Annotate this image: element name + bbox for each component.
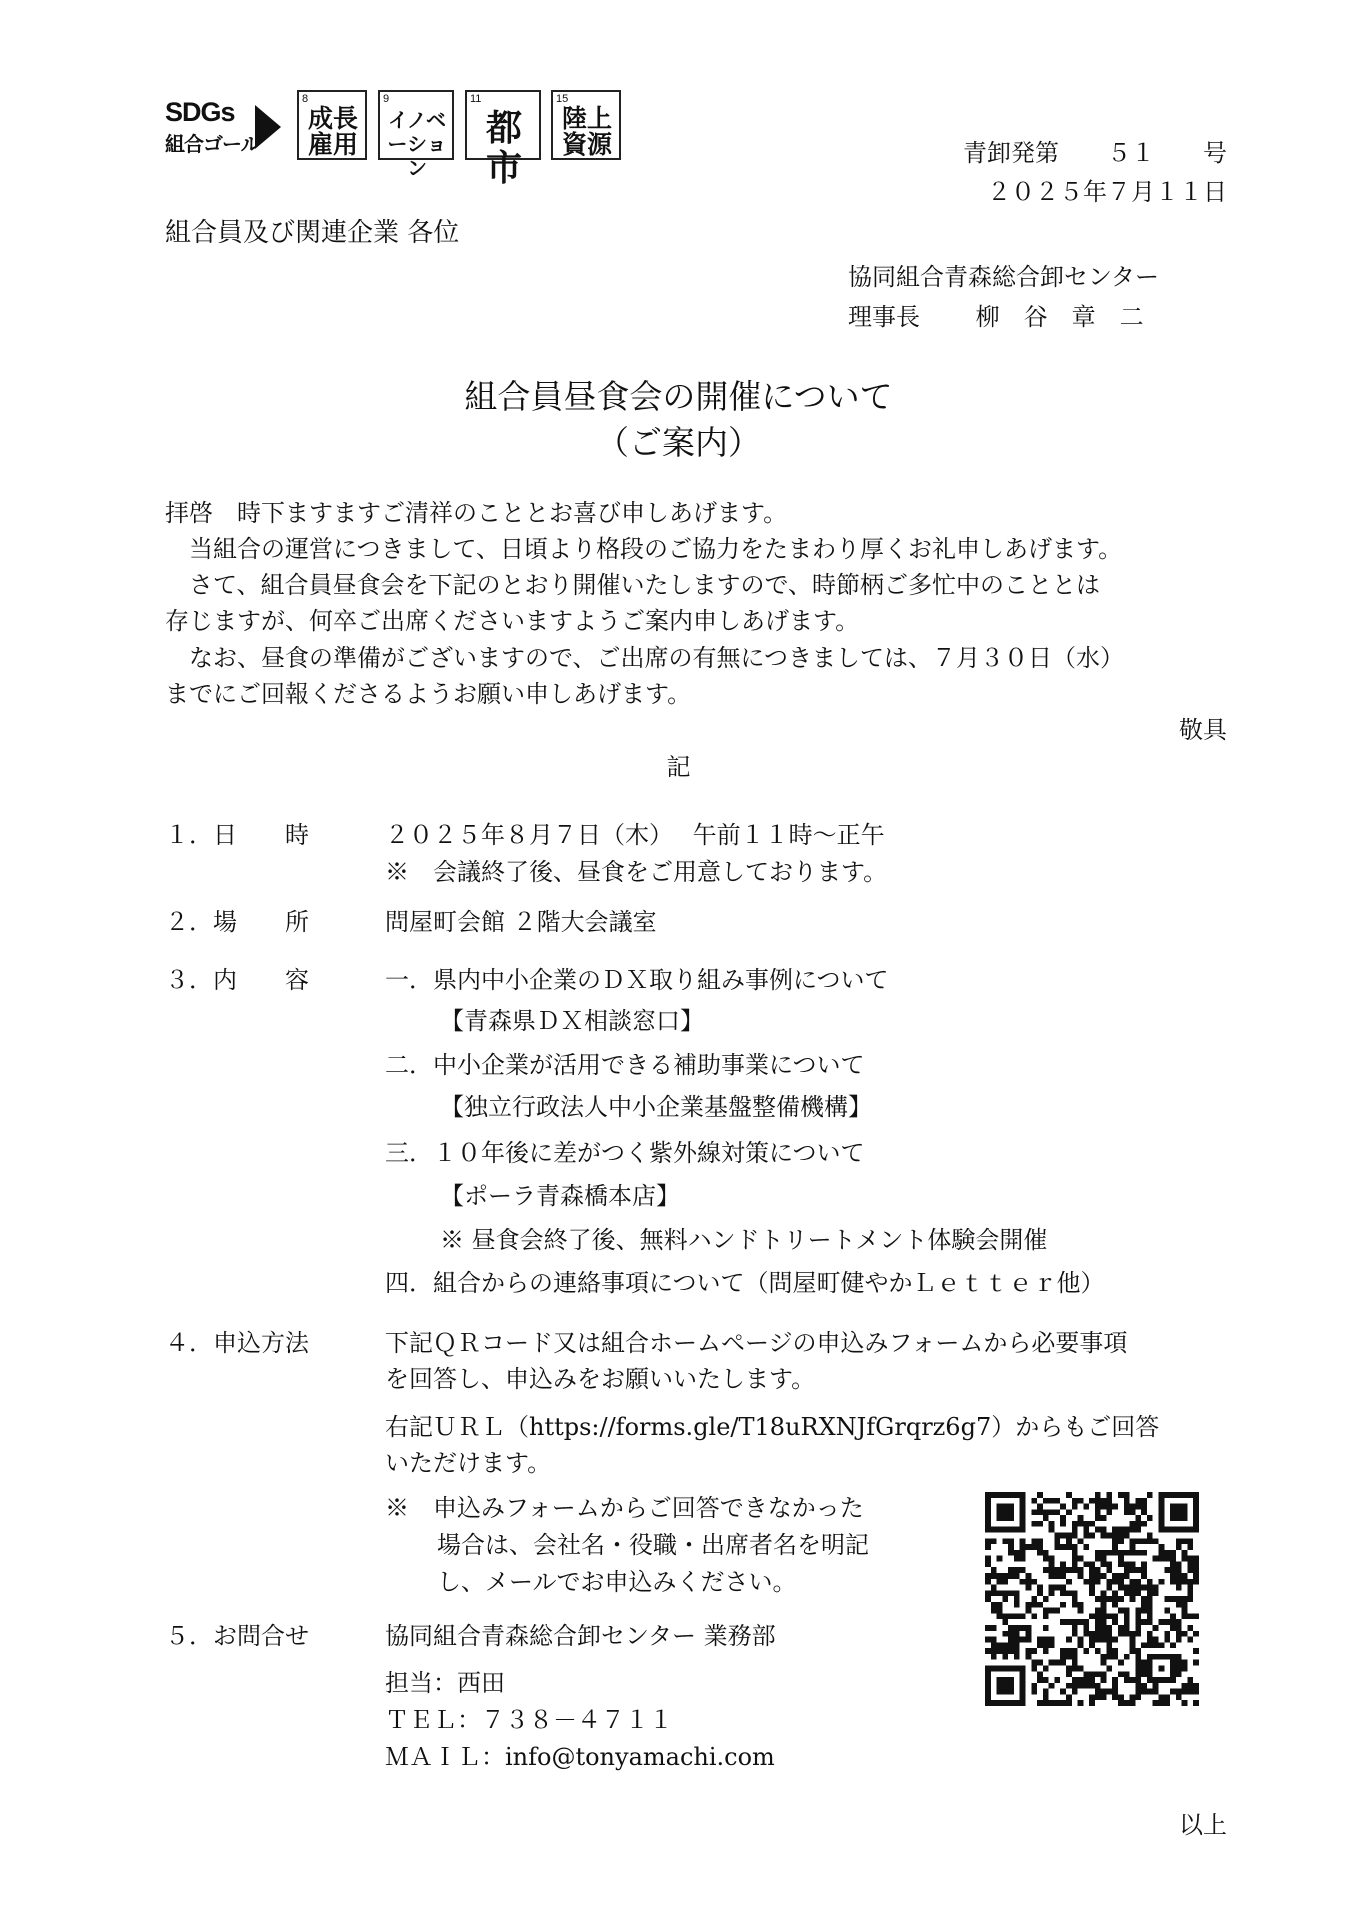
goal-number: 11 (470, 93, 482, 105)
goal-number: 15 (556, 93, 569, 105)
item-value: を回答し、申込みをお願いいたします。 (385, 1365, 816, 1393)
sdgs-logo-subtext: 組合ゴール (165, 134, 260, 156)
document-title: 組合員昼食会の開催について (464, 377, 893, 416)
goal-label: 都市 (485, 107, 522, 188)
agenda-item: 二．中小企業が活用できる補助事業について (385, 1051, 865, 1079)
document-subtitle: （ご案内） (596, 423, 761, 462)
document-date: ２０２５年７月１１日 (987, 178, 1227, 206)
body-paragraph: までにご回報くださるようお願い申しあげます。 (165, 680, 692, 708)
item-note: 場合は、会社名・役職・出席者名を明記 (437, 1531, 869, 1559)
agenda-speaker: 【ポーラ青森橋本店】 (440, 1182, 680, 1210)
document-number: 青卸発第 ５１ 号 (963, 139, 1227, 167)
goal-label: 成長雇用 (307, 105, 358, 159)
item-label-application: ４．申込方法 (165, 1329, 309, 1357)
closing-word: 敬具 (1179, 716, 1227, 744)
item-note: ※ 申込みフォームからご回答できなかった (385, 1494, 864, 1522)
item-note: し、メールでお申込みください。 (437, 1568, 797, 1596)
item-label-contact: ５．お問合せ (165, 1622, 309, 1650)
contact-org: 協同組合青森総合卸センター 業務部 (385, 1622, 776, 1650)
end-mark: 以上 (1179, 1811, 1227, 1839)
ki-heading: 記 (666, 753, 691, 781)
arrow-right-icon (255, 105, 281, 149)
agenda-item: 四．組合からの連絡事項について（問屋町健やかＬｅｔｔｅｒ他） (385, 1269, 1105, 1297)
contact-person: 担当：西田 (385, 1669, 505, 1697)
body-paragraph: 存じますが、何卒ご出席くださいますようご案内申しあげます。 (165, 607, 860, 635)
addressee: 組合員及び関連企業 各位 (165, 218, 460, 248)
agenda-speaker: 【青森県ＤＸ相談窓口】 (440, 1007, 704, 1035)
body-paragraph: 当組合の運営につきまして、日頃より格段のご協力をたまわり厚くお礼申しあげます。 (165, 535, 1123, 563)
sdg-goal-9-badge (378, 90, 454, 180)
sdg-goal-8-badge (297, 90, 367, 160)
sender-name: 理事長 柳 谷 章 二 (848, 303, 1144, 331)
sdgs-logo-text: SDGs (165, 97, 235, 127)
body-paragraph: さて、組合員昼食会を下記のとおり開催いたしますので、時節柄ご多忙中のこととは (165, 571, 1101, 599)
sdgs-logo (165, 97, 285, 155)
item-label-content: ３．内 容 (165, 966, 309, 994)
contact-phone: ＴＥＬ：７３８－４７１１ (385, 1706, 673, 1734)
contact-email[interactable]: ＭＡＩＬ：info@tonyamachi.com (385, 1743, 775, 1771)
item-label-date: １．日 時 (165, 821, 309, 849)
body-paragraph: なお、昼食の準備がございますので、ご出席の有無につきましては、７月３０日（水） (165, 644, 1125, 672)
item-value: ２０２５年８月７日（木） 午前１１時～正午 (385, 821, 885, 849)
sender-organization: 協同組合青森総合卸センター (848, 263, 1160, 291)
item-value: いただけます。 (385, 1449, 552, 1477)
greeting-line: 拝啓 時下ますますご清祥のこととお喜び申しあげます。 (165, 499, 788, 527)
goal-label: イノベーション (387, 110, 447, 180)
agenda-note: ※ 昼食会終了後、無料ハンドトリートメント体験会開催 (440, 1226, 1048, 1254)
agenda-item: 三．１０年後に差がつく紫外線対策について (385, 1139, 865, 1167)
goal-label: 陸上資源 (561, 105, 612, 159)
agenda-speaker: 【独立行政法人中小企業基盤整備機構】 (440, 1093, 872, 1121)
goal-number: 9 (383, 93, 390, 105)
qr-code-icon[interactable] (985, 1492, 1199, 1706)
agenda-item: 一．県内中小企業のＤＸ取り組み事例について (385, 966, 889, 994)
sdg-goal-11-badge (465, 90, 541, 188)
sdg-goal-15-badge (551, 90, 621, 160)
item-note: ※ 会議終了後、昼食をご用意しております。 (385, 858, 888, 886)
form-url-text: 右記ＵＲＬ（https://forms.gle/T18uRXNJfGrqrz6g7）からもご回答 (385, 1413, 1160, 1441)
item-value: 下記ＱＲコード又は組合ホームページの申込みフォームから必要事項 (385, 1329, 1128, 1357)
item-label-place: ２．場 所 (165, 908, 309, 936)
goal-number: 8 (302, 93, 309, 105)
item-value: 問屋町会館 ２階大会議室 (385, 908, 657, 936)
